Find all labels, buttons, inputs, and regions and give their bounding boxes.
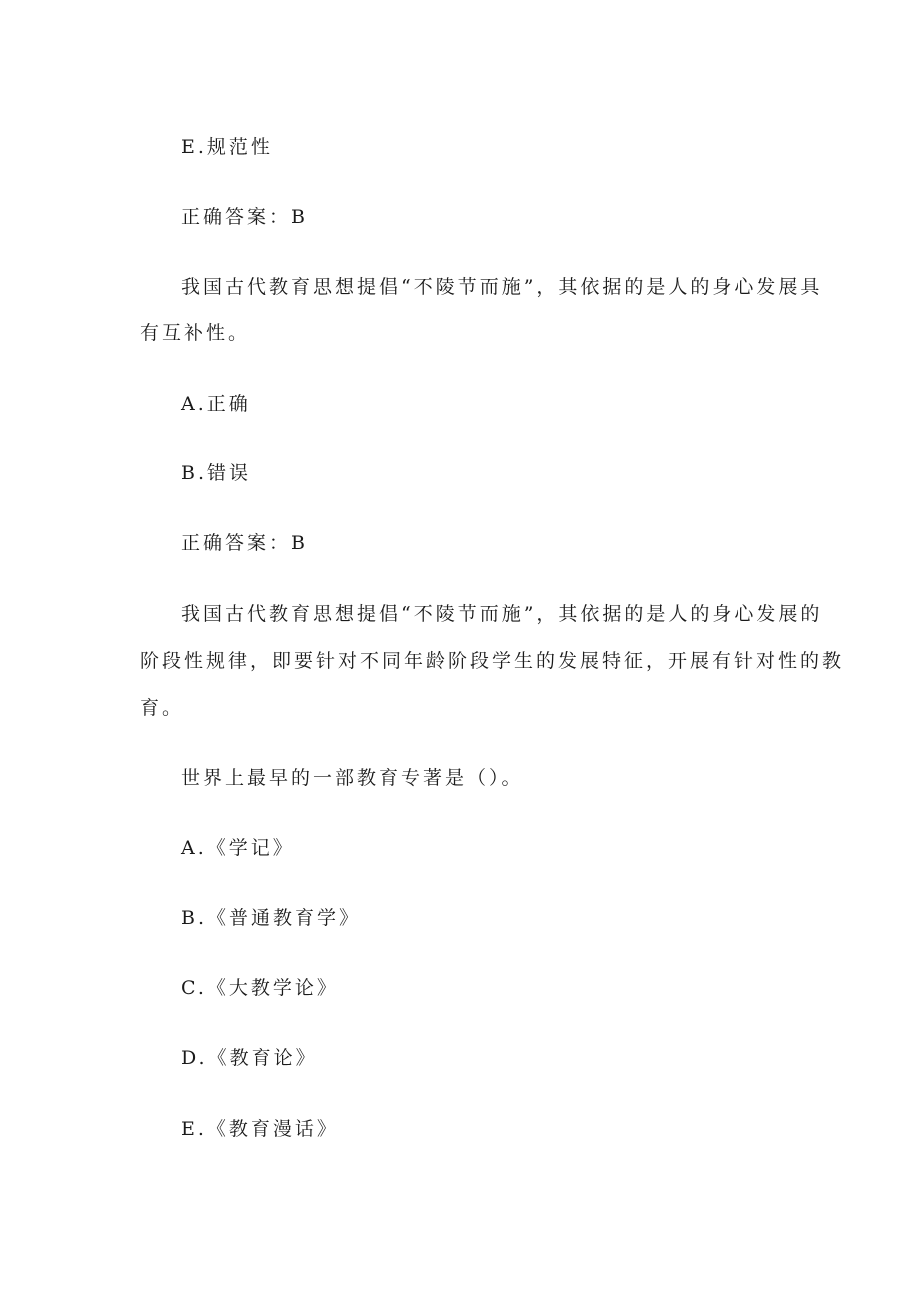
question-2-text: 世界上最早的一部教育专著是（）。 [181,767,524,789]
question-2-option-a: A.《学记》 [181,837,295,859]
question-1-line-2: 有互补性。 [140,322,251,344]
question-2-option-e: E.《教育漫话》 [181,1118,339,1140]
question-1-option-a: A.正确 [181,393,251,415]
question-2-option-c: C.《大教学论》 [181,977,339,999]
question-1-answer: 正确答案：B [181,532,308,554]
prev-option-e: E.规范性 [181,136,273,158]
explanation-line-3: 育。 [140,697,185,719]
question-1-line-1: 我国古代教育思想提倡“不陵节而施”，其依据的是人的身心发展具 [181,276,823,298]
question-2-option-d: D.《教育论》 [181,1047,318,1069]
explanation-line-2: 阶段性规律，即要针对不同年龄阶段学生的发展特征，开展有针对性的教 [140,650,845,672]
question-1-option-b: B.错误 [181,462,252,484]
explanation-line-1: 我国古代教育思想提倡“不陵节而施”，其依据的是人的身心发展的 [181,603,823,625]
prev-answer: 正确答案：B [181,206,308,228]
question-2-option-b: B.《普通教育学》 [181,907,362,929]
